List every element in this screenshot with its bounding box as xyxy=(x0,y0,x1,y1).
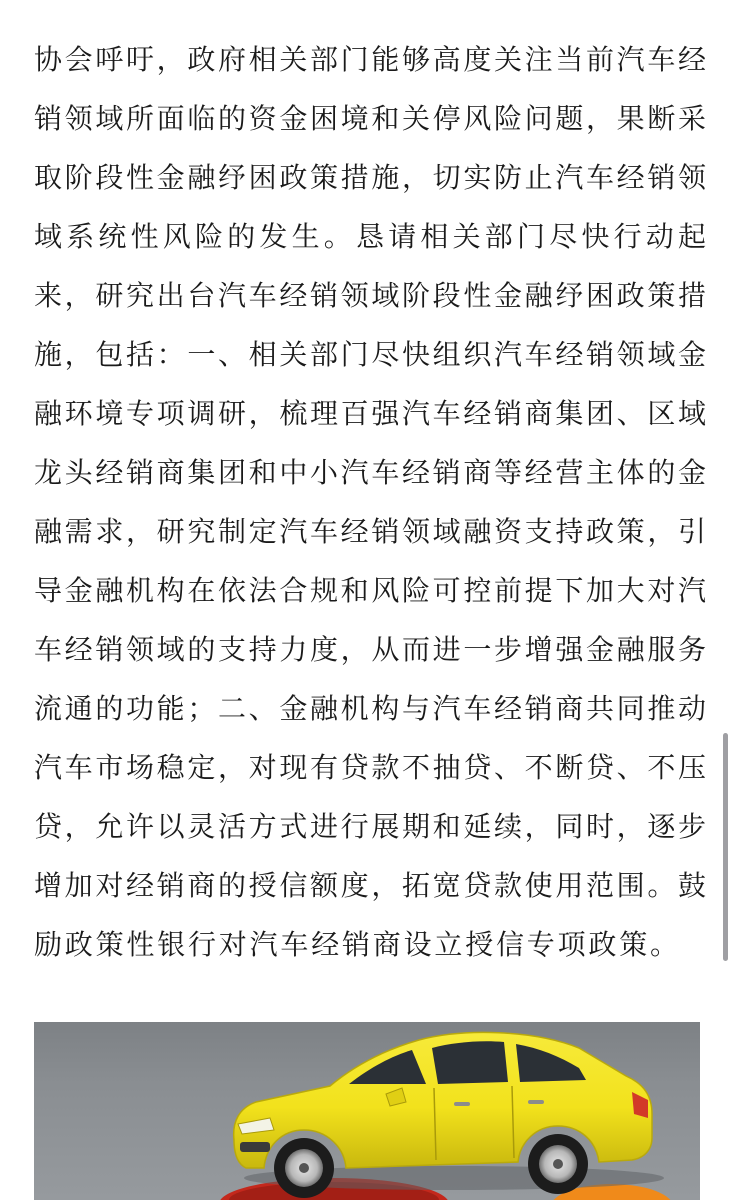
article-line: 龙头经销商集团和中小汽车经销商等经营主体的金 xyxy=(34,456,706,489)
scrollbar-thumb[interactable] xyxy=(723,733,728,961)
rear-wheel xyxy=(528,1134,588,1194)
article-line-last: 励政策性银行对汽车经销商设立授信专项政策。 xyxy=(34,928,681,961)
article-body xyxy=(34,30,706,974)
article-line: 销领域所面临的资金困境和关停风险问题，果断采 xyxy=(34,102,706,135)
article-line: 协会呼吁，政府相关部门能够高度关注当前汽车经 xyxy=(34,43,706,76)
article-line: 流通的功能；二、金融机构与汽车经销商共同推动 xyxy=(34,692,706,725)
article-line: 增加对经销商的授信额度，拓宽贷款使用范围。鼓 xyxy=(34,869,706,902)
article-line: 导金融机构在依法合规和风险可控前提下加大对汽 xyxy=(34,574,706,607)
car-window-middle xyxy=(432,1041,508,1084)
article-line: 融环境专项调研，梳理百强汽车经销商集团、区域 xyxy=(34,397,706,430)
article-line: 贷，允许以灵活方式进行展期和延续，同时，逐步 xyxy=(34,810,706,843)
article-line: 来，研究出台汽车经销领域阶段性金融纾困政策措 xyxy=(34,279,706,312)
article-line: 汽车市场稳定，对现有贷款不抽贷、不断贷、不压 xyxy=(34,751,706,784)
toy-car-illustration xyxy=(34,1022,700,1200)
article-line: 车经销领域的支持力度，从而进一步增强金融服务 xyxy=(34,633,706,666)
article-line: 域系统性风险的发生。恳请相关部门尽快行动起 xyxy=(34,220,706,253)
article-line: 取阶段性金融纾困政策措施，切实防止汽车经销领 xyxy=(34,161,706,194)
article-image[interactable] xyxy=(34,1022,700,1200)
front-wheel xyxy=(274,1138,334,1198)
article-line: 融需求，研究制定汽车经销领域融资支持政策，引 xyxy=(34,515,706,548)
article-line: 施，包括：一、相关部门尽快组织汽车经销领域金 xyxy=(34,338,706,371)
